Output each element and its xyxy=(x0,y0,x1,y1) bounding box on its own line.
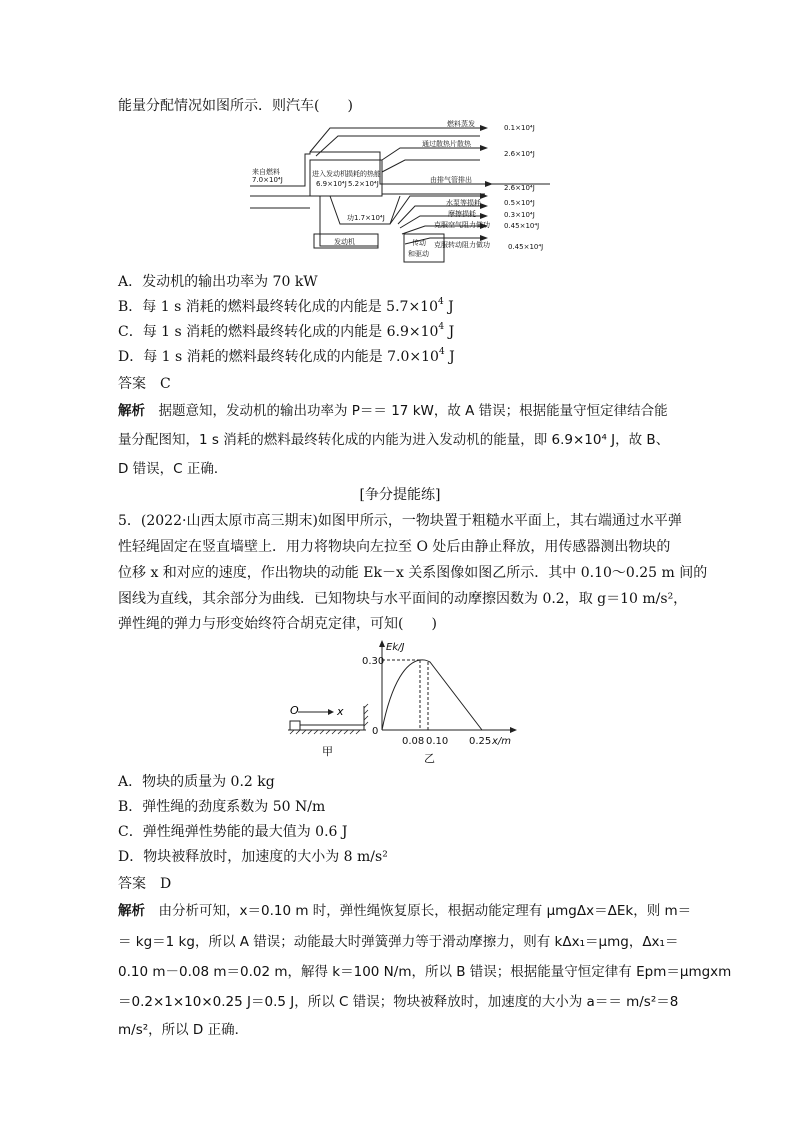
q5-option-c: C．弹性绳弹性势能的最大值为 0.6 J xyxy=(118,824,348,840)
jia-x-label: x xyxy=(337,705,344,718)
q5-stem-line-4: 图线为直线，其余部分为曲线．已知物块与水平面间的动摩擦因数为 0.2，取 g＝10 m/s²， xyxy=(118,591,688,607)
value-v2: 2.6×10⁴J xyxy=(504,150,535,158)
label-r4: 水泵等损耗 xyxy=(446,199,481,207)
q4-analysis-line-2: 量分配图知，1 s 消耗的燃料最终转化成的内能为进入发动机的能量，即 6.9×10⁴ J，故 B、 xyxy=(118,432,670,448)
yi-origin: 0 xyxy=(372,726,379,737)
figure-jia xyxy=(284,700,374,760)
jia-origin-label: O xyxy=(290,704,299,717)
label-r7: 克服转动阻力做功 xyxy=(434,241,490,249)
value-v1: 0.1×10⁴J xyxy=(504,124,535,132)
label-work: 功1.7×10⁴J xyxy=(347,214,385,222)
figure-yi-ek-x-graph xyxy=(362,640,522,770)
label-engine-in-2: 6.9×10⁴J xyxy=(316,180,347,188)
label-engine: 发动机 xyxy=(334,238,355,246)
q5-analysis-line-5: m/s²，所以 D 正确． xyxy=(118,1022,249,1038)
label-engine-in-1: 进入发动机 xyxy=(312,170,347,178)
value-v5: 0.3×10⁴J xyxy=(504,211,535,219)
q4-analysis-line-1: 解析 据题意知，发动机的输出功率为 P＝＝ 17 kW，故 A 错误；根据能量守恒定律结合能 xyxy=(118,403,668,419)
yi-x-tick-1: 0.08 xyxy=(402,736,425,747)
label-r3: 由排气管排出 xyxy=(430,176,472,184)
value-v4: 0.5×10⁴J xyxy=(504,199,535,207)
value-v7: 0.45×10⁴J xyxy=(508,243,544,251)
jia-caption: 甲 xyxy=(322,745,333,758)
q5-answer: 答案 D xyxy=(118,876,172,892)
label-r1: 燃料蒸发 xyxy=(447,120,475,128)
value-v6: 0.45×10⁴J xyxy=(504,222,540,230)
yi-x-tick-3: 0.25 xyxy=(469,736,492,747)
yi-y-axis-label: Ek/J xyxy=(386,642,405,653)
label-heat-1: 损耗的热能 xyxy=(346,170,381,178)
label-trans-2: 和驱动 xyxy=(408,250,429,258)
q4-intro: 能量分配情况如图所示．则汽车( ) xyxy=(118,98,353,114)
q5-analysis-line-4: ＝0.2×1×10×0.25 J＝0.5 J，所以 C 错误；物块被释放时，加速度的大小为 a＝＝ m/s²＝8 xyxy=(118,994,679,1010)
q5-analysis-line-2: ＝ kg＝1 kg，所以 A 错误；动能最大时弹簧弹力等于滑动摩擦力，则有 kΔx₁＝μmg，Δx₁＝ xyxy=(118,934,679,950)
energy-flow-diagram xyxy=(250,116,550,266)
yi-x-axis-label: x/m xyxy=(492,736,512,747)
label-r6: 克服空气阻力做功 xyxy=(434,221,490,229)
q4-option-b: B．每 1 s 消耗的燃料最终转化成的内能是 $5.7\times 10^4$ J xyxy=(118,297,454,315)
q5-option-d: D．物块被释放时，加速度的大小为 8 m/s² xyxy=(118,849,388,865)
yi-y-tick: 0.30 xyxy=(362,656,385,667)
section-title: [争分提能练] xyxy=(359,487,441,503)
q4-option-d: D．每 1 s 消耗的燃料最终转化成的内能是 $7.0\times 10^4$ J xyxy=(118,347,455,365)
q5-option-b: B．弹性绳的劲度系数为 50 N/m xyxy=(118,799,326,815)
label-source-2: 7.0×10⁴J xyxy=(252,176,283,184)
value-v3: 2.6×10⁴J xyxy=(504,184,535,192)
yi-caption: 乙 xyxy=(424,752,435,765)
label-trans-1: 传动 xyxy=(412,239,426,247)
label-heat-2: 5.2×10⁴J xyxy=(348,180,379,188)
q5-analysis-line-3: 0.10 m－0.08 m＝0.02 m，解得 k＝100 N/m，所以 B 错误；根据能量守恒定律有 Epm＝μmgxm xyxy=(118,964,732,980)
q5-stem-line-5: 弹性绳的弹力与形变始终符合胡克定律，可知( ) xyxy=(118,616,437,632)
q5-analysis-line-1: 解析 由分析可知，x＝0.10 m 时，弹性绳恢复原长，根据动能定理有 μmgΔx＝ΔEk，则 m＝ xyxy=(118,903,692,919)
q4-answer: 答案 C xyxy=(118,376,171,392)
q4-option-a: A．发动机的输出功率为 70 kW xyxy=(118,274,318,290)
yi-x-tick-2: 0.10 xyxy=(426,736,449,747)
label-source-1: 来自燃料 xyxy=(252,168,280,176)
q4-analysis-line-3: D 错误，C 正确． xyxy=(118,461,228,477)
q5-option-a: A．物块的质量为 0.2 kg xyxy=(118,774,275,790)
label-r2: 通过散热片散热 xyxy=(422,140,471,148)
q5-stem-line-3: 位移 x 和对应的速度，作出物块的动能 Ek－x 关系图像如图乙所示．其中 0.10～0.25 m 间的 xyxy=(118,565,708,581)
q5-stem-line-2: 性轻绳固定在竖直墙壁上．用力将物块向左拉至 O 处后由静止释放，用传感器测出物块的 xyxy=(118,539,671,555)
q5-stem-line-1: 5．(2022·山西太原市高三期末)如图甲所示，一物块置于粗糙水平面上，其右端通过水平弹 xyxy=(118,513,682,529)
label-r5: 摩擦损耗 xyxy=(448,210,476,218)
q4-option-c: C．每 1 s 消耗的燃料最终转化成的内能是 $6.9\times 10^4$ J xyxy=(118,322,455,340)
